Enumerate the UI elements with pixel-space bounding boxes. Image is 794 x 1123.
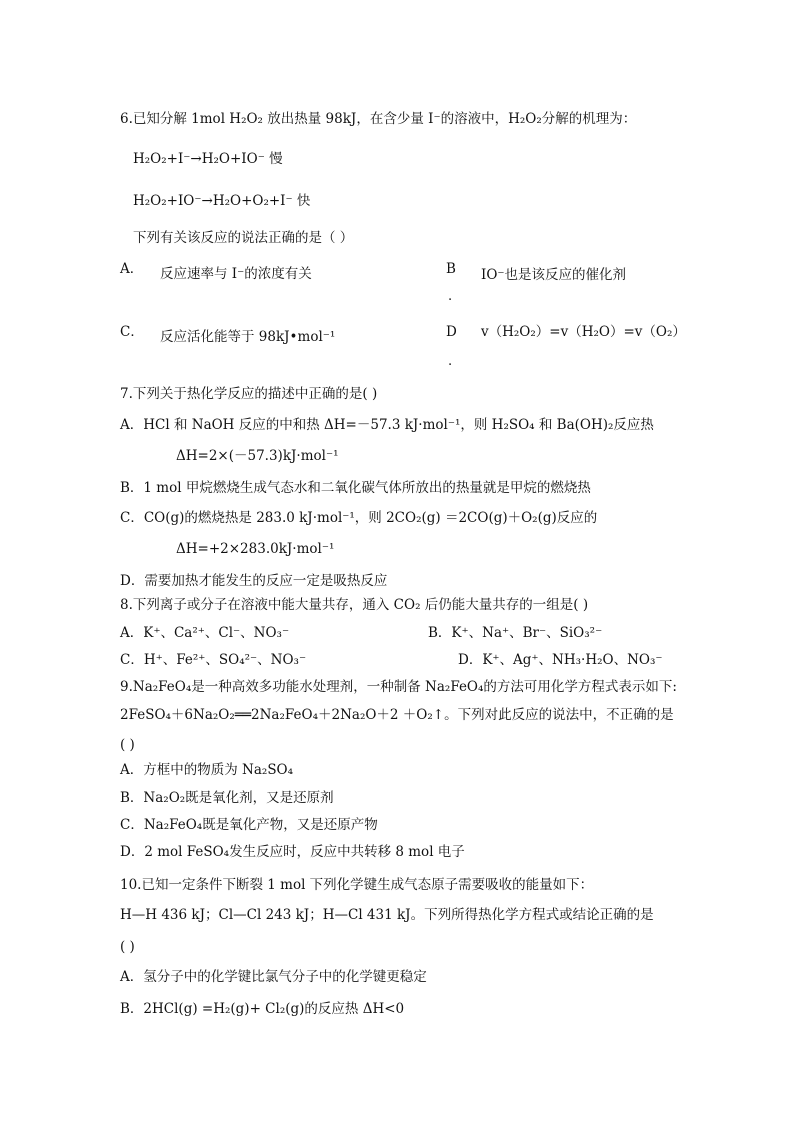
q7-option-d: D．需要加热才能发生的反应一定是吸热反应: [120, 573, 388, 589]
q9-option-b: B．Na₂O₂既是氧化剂，又是还原剂: [120, 790, 334, 806]
q7-option-a-line-1: A．HCl 和 NaOH 反应的中和热 ΔH=－57.3 kJ·mol⁻¹，则 H₂SO₄ 和 Ba(OH)₂反应热: [120, 417, 654, 433]
q6-option-d-letter: D: [446, 324, 457, 340]
q6-option-c-letter: C．: [120, 324, 144, 340]
q6-option-b-text: IO⁻也是该反应的催化剂: [481, 267, 627, 283]
q6-stem: 6.已知分解 1mol H₂O₂ 放出热量 98kJ，在含少量 I⁻的溶液中，H₂O₂分解的机理为：: [120, 111, 637, 127]
q9-stem-line-1: 9.Na₂FeO₄是一种高效多功能水处理剂，一种制备 Na₂FeO₄的方法可用化学方程式表示如下:: [120, 679, 677, 695]
q9-option-c: C．Na₂FeO₄既是氧化产物，又是还原产物: [120, 817, 378, 833]
q10-stem-line-2: H—H 436 kJ；Cl—Cl 243 kJ；H—Cl 431 kJ。下列所得热化学方程式或结论正确的是: [120, 907, 654, 923]
q10-stem-line-3: ( ): [120, 939, 135, 955]
q10-option-a: A．氢分子中的化学键比氯气分子中的化学键更稳定: [120, 969, 427, 985]
q9-stem-line-3: ( ): [120, 737, 135, 753]
q6-mechanism-step-1: H₂O₂+I⁻→H₂O+IO⁻ 慢: [133, 151, 283, 167]
q8-option-b: B．K⁺、Na⁺、Br⁻、SiO₃²⁻: [428, 625, 603, 641]
q9-stem-line-2: 2FeSO₄＋6Na₂O₂══2Na₂FeO₄＋2Na₂O＋2 ＋O₂↑。下列对此反应的说法中，不正确的是: [120, 707, 674, 723]
q9-option-a: A．方框中的物质为 Na₂SO₄: [120, 762, 294, 778]
q6-prompt: 下列有关该反应的说法正确的是（ ）: [133, 230, 354, 246]
q10-stem-line-1: 10.已知一定条件下断裂 1 mol 下列化学键生成气态原子需要吸收的能量如下：: [120, 877, 594, 893]
q6-option-c-text: 反应活化能等于 98kJ•mol⁻¹: [160, 329, 336, 345]
q6-option-b-dot: .: [448, 289, 453, 304]
q8-option-c: C．H⁺、Fe²⁺、SO₄²⁻、NO₃⁻: [120, 652, 307, 668]
q6-option-d-dot: .: [448, 354, 453, 369]
q9-option-d: D．2 mol FeSO₄发生反应时，反应中共转移 8 mol 电子: [120, 844, 465, 860]
q10-option-b: B．2HCl(g) =H₂(g)+ Cl₂(g)的反应热 ΔH<0: [120, 1001, 405, 1017]
q7-option-c-line-1: C．CO(g)的燃烧热是 283.0 kJ·mol⁻¹，则 2CO₂(g) ＝2CO(g)＋O₂(g)反应的: [120, 510, 598, 526]
q6-mechanism-step-2: H₂O₂+IO⁻→H₂O+O₂+I⁻ 快: [133, 193, 311, 209]
q6-option-b-letter: B: [446, 261, 456, 277]
q6-option-a-letter: A．: [120, 261, 144, 277]
q7-option-c-line-2: ΔH=+2×283.0kJ·mol⁻¹: [176, 541, 335, 557]
q7-option-a-line-2: ΔH=2×(－57.3)kJ·mol⁻¹: [176, 448, 339, 464]
q8-option-a: A．K⁺、Ca²⁺、Cl⁻、NO₃⁻: [120, 625, 290, 641]
q6-option-d-text: v（H₂O₂）=v（H₂O）=v（O₂）: [481, 324, 686, 340]
q6-option-a-text: 反应速率与 I⁻的浓度有关: [160, 266, 312, 282]
q8-option-d: D．K⁺、Ag⁺、NH₃·H₂O、NO₃⁻: [458, 652, 663, 668]
q7-stem: 7.下列关于热化学反应的描述中正确的是( ): [120, 386, 378, 402]
q8-stem: 8.下列离子或分子在溶液中能大量共存，通入 CO₂ 后仍能大量共存的一组是( ): [120, 597, 589, 613]
q7-option-b: B．1 mol 甲烷燃烧生成气态水和二氧化碳气体所放出的热量就是甲烷的燃烧热: [120, 480, 591, 496]
